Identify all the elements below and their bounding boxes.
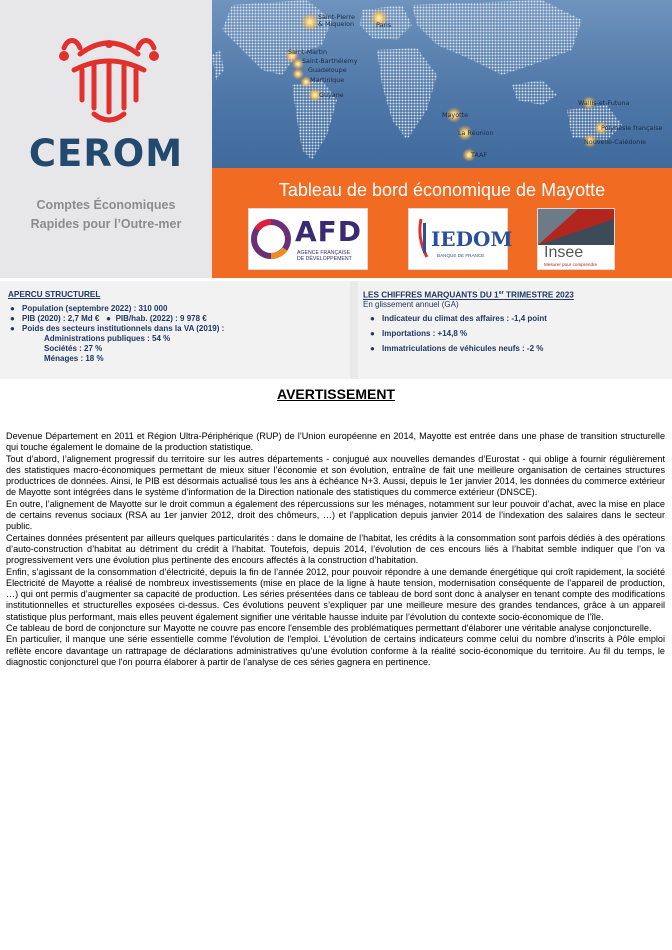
world-map xyxy=(212,0,672,168)
chiffres-title-sup: er xyxy=(498,290,504,296)
warning-paragraph: Ce tableau de bord de conjoncture sur Mayotte ne couvre pas encore l'ensemble des problématiques permettant d'élaborer une véritable analyse conjoncturelle. xyxy=(6,623,652,634)
afd-subtitle-line-2: DE DÉVELOPPEMENT xyxy=(297,256,352,262)
chiffres-item-importations-text: Importations : +14,8 % xyxy=(382,329,468,338)
bullet-icon: ● xyxy=(10,324,15,333)
iedom-logo xyxy=(408,208,513,270)
bullet-icon: ● xyxy=(106,314,112,323)
bullet-icon: ● xyxy=(370,314,375,323)
bullet-icon: ● xyxy=(10,304,15,313)
apercu-population xyxy=(10,304,167,313)
bullet-icon: ● xyxy=(10,314,15,323)
insee-emblem-icon xyxy=(538,209,614,245)
tagline-line-2: Rapides pour l’Outre-mer xyxy=(30,217,182,231)
cerom-emblem-icon xyxy=(54,30,164,130)
warning-paragraph: En particulier, il manque une série essentielle comme l'évolution de l'emploi. L'évolution de certains indicateurs comme celui du nombre d'inscrits à Pôle emploi reflète encore davantage un rattrapage de déclarations administratives qu'une évolution conforme à la réalité socio-économique du territoire. Au fil du temps, le diagnostic conjoncturel que l'on pourra élaborer à partir de l'analyse de ces séries gagnera en pertinence. xyxy=(6,634,665,667)
chiffres-marquants-box xyxy=(358,281,672,379)
insee-word: Insee xyxy=(544,244,584,261)
afd-word: AFD xyxy=(295,215,363,248)
logo-panel xyxy=(0,0,212,278)
map-label-saint-martin: Saint-Martin xyxy=(288,48,327,56)
apercu-societes: Sociétés : 27 % xyxy=(44,344,103,353)
summary-strip xyxy=(0,281,672,379)
afd-subtitle xyxy=(297,250,352,262)
map-label-guadeloupe: Guadeloupe xyxy=(308,66,347,74)
afd-logo xyxy=(248,208,368,270)
apercu-pib-text: PIB (2020) : 2,7 Md € xyxy=(22,314,100,323)
iedom-subtitle: BANQUE DE FRANCE xyxy=(437,253,485,258)
apercu-population-text: Population (septembre 2022) : 310 000 xyxy=(22,304,168,313)
cerom-logo-word: CEROM xyxy=(28,132,184,175)
chiffres-item-importations xyxy=(370,329,467,338)
bullet-icon: ● xyxy=(370,344,375,353)
map-label-taaf: TAAF xyxy=(471,151,488,159)
map-label-wallis: Wallis-et-Futuna xyxy=(578,99,630,107)
apercu-admin: Administrations publiques : 54 % xyxy=(44,334,171,343)
chiffres-item-immatriculations-text: Immatriculations de véhicules neufs : -2 % xyxy=(382,344,544,353)
insee-logo xyxy=(537,208,615,270)
map-label-paris: Paris xyxy=(376,21,392,29)
apercu-poids-text: Poids des secteurs institutionnels dans la VA (2019) : xyxy=(22,324,225,333)
dashboard-title: Tableau de bord économique de Mayotte xyxy=(278,180,606,200)
warning-paragraph: En outre, l’alignement de Mayotte sur le droit commun a également des répercussions sur les ménages, notamment sur leur pouvoir d’achat, avec la mise en place de certains revenus sociaux (RSA au 1er janvier 2012, droit des chômeurs, …) et l’application depuis janvier 2014 de l’indexation des salaires dans le secteur public. xyxy=(6,498,665,532)
cerom-tagline xyxy=(0,196,212,234)
chiffres-title xyxy=(363,290,574,300)
warning-paragraph: Certaines données présentent par ailleurs quelques particularités : dans le domaine de l’habitat, les crédits à la consommation sont parfois dédiés à des opérations d’auto-construction d’habitat au détriment du crédit à l’habitat. Toutefois, depuis 2014, l’évolution de ces encours liés à l’habitat semble indiquer que l’on va progressivement vers une évolution plus pertinente des encours affectés à la construction d’habitation. xyxy=(6,532,665,566)
chiffres-item-immatriculations xyxy=(370,344,543,353)
tagline-line-1: Comptes Économiques xyxy=(36,198,176,212)
chiffres-item-climat xyxy=(370,314,547,323)
apercu-poids xyxy=(10,324,224,333)
map-label-mayotte: Mayotte xyxy=(442,111,469,119)
chiffres-subtitle: En glissement annuel (GA) xyxy=(363,300,459,309)
page-header xyxy=(0,0,672,278)
map-label-la-reunion: La Réunion xyxy=(458,129,494,137)
map-label-caledonie: Nouvelle-Calédonie xyxy=(584,138,647,146)
apercu-title: APERCU STRUCTUREL xyxy=(8,290,101,299)
chiffres-item-climat-text: Indicateur du climat des affaires : -1,4 point xyxy=(382,314,547,323)
warning-body xyxy=(6,431,665,668)
apercu-structurel-box xyxy=(0,281,350,379)
bullet-icon: ● xyxy=(370,329,375,338)
chiffres-title-text: LES CHIFFRES MARQUANTS DU 1 xyxy=(363,290,499,300)
map-label-saint-pierre xyxy=(318,14,355,28)
apercu-pib-hab-text: PIB/hab. (2022) : 9 978 € xyxy=(115,314,207,323)
warning-paragraph: Devenue Département en 2011 et Région Ultra-Périphérique (RUP) de l’Union européenne en 2014, Mayotte est entrée dans une phase de transition structurelle qui touche également le domaine de la production statistique. xyxy=(6,431,665,453)
dashboard-title-band xyxy=(212,168,672,278)
map-label-martinique: Martinique xyxy=(310,76,345,84)
warning-title: AVERTISSEMENT xyxy=(277,386,395,402)
iedom-word: IEDOM xyxy=(431,227,513,251)
warning-paragraph: Tout d’abord, l’alignement progressif du territoire sur les autres départements - conjugué aux nouvelles demandes d’Eurostat - qui oblige à fournir régulièrement des statistiques macro-économiques permettant de mieux situer l’économie et son évolution, entraîne de fait une meilleure organisation de certaines structures productrices de données. Ainsi, le PIB est désormais actualisé tous les ans à échéance N+3. Aussi, depuis le 1er janvier 2014, les données du commerce extérieur de Mayotte sont intégrées dans le système d’information de la Direction nationale des statistiques du commerce extérieur (DNSCE). xyxy=(6,453,665,498)
warning-paragraph: Enfin, s’agissant de la consommation d’électricité, depuis la fin de l’année 2012, pour pouvoir répondre à une demande énergétique qui croît rapidement, la société Electricité de Mayotte a réalisé de nombreux investissements (mise en place de la ligne à haute tension, modernisation conséquente de l’appareil de production, …) qui ont permis d’augmenter sa capacité de production. Les séries présentées dans ce tableau de bord sont donc à analyser en tenant compte des modifications institutionnelles et structurelles exposées ci-dessus. Ces évolutions peuvent s’expliquer par une meilleure mesure des grandes tendances, grâce à un appareil statistique plus performant, mais elles peuvent également signifier une véritable hausse induite par l’évolution du contexte socio-économique de l’île. xyxy=(6,566,665,622)
map-label-saint-pierre-text: Saint-Pierre & Miquelon xyxy=(318,13,355,28)
map-label-polynesie: Polynésie française xyxy=(601,124,663,132)
insee-subtitle: Mesurer pour comprendre xyxy=(544,262,598,267)
apercu-pib xyxy=(10,314,207,323)
afd-subtitle-line-1: AGENCE FRANÇAISE xyxy=(297,250,351,256)
map-label-guyane: Guyane xyxy=(319,91,344,99)
chiffres-title-post: TRIMESTRE 2023 xyxy=(503,290,574,300)
apercu-menages: Ménages : 18 % xyxy=(44,354,104,363)
map-label-saint-barthelemy: Saint-Barthélemy xyxy=(302,57,358,65)
